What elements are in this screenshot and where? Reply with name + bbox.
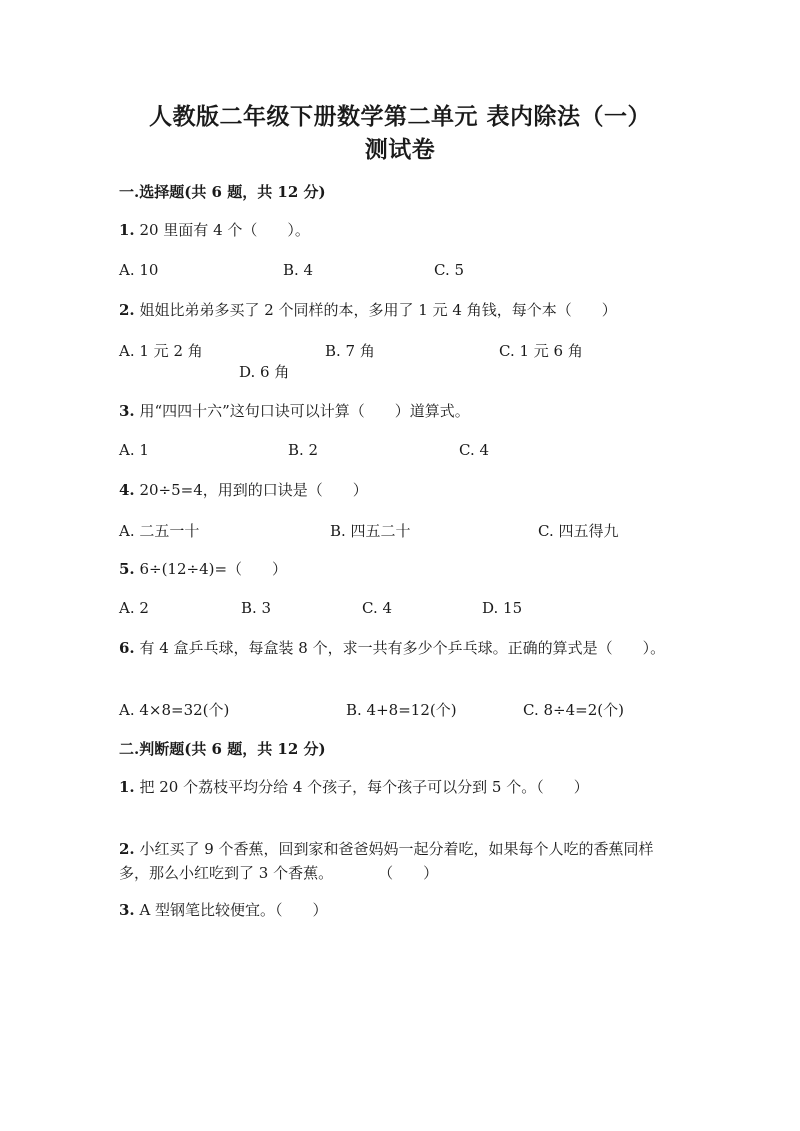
- question-text: A 型钢笔比较便宜。（ ）: [139, 901, 328, 919]
- question-number: 2.: [119, 840, 135, 858]
- option-c[interactable]: C. 4: [459, 441, 490, 459]
- question-number: 3.: [119, 901, 135, 919]
- option-b[interactable]: B. 4+8=12(个): [346, 701, 457, 719]
- option-a[interactable]: A. 二五一十: [119, 522, 200, 540]
- question-number: 5.: [119, 560, 135, 578]
- judgment-question-1: [119, 775, 679, 799]
- option-a[interactable]: A. 1 元 2 角: [119, 342, 203, 360]
- question-number: 6.: [119, 639, 135, 657]
- question-text: 6÷(12÷4)=（ ）: [139, 560, 288, 578]
- question-5: [119, 557, 679, 581]
- question-text: 20÷5=4，用到的口诀是（ ）: [139, 481, 368, 499]
- question-6: [119, 636, 679, 660]
- question-text: 把 20 个荔枝平均分给 4 个孩子，每个孩子可以分到 5 个。（ ）: [139, 778, 589, 796]
- question-number: 1.: [119, 221, 135, 239]
- option-b[interactable]: B. 四五二十: [330, 522, 411, 540]
- page-subtitle: 测试卷: [364, 136, 436, 163]
- option-d[interactable]: D. 15: [482, 599, 523, 617]
- question-number: 3.: [119, 402, 135, 420]
- option-c[interactable]: C. 8÷4=2(个): [523, 701, 624, 719]
- option-c[interactable]: C. 5: [434, 261, 465, 279]
- judgment-question-3: [119, 898, 679, 922]
- page-title: 人教版二年级下册数学第二单元 表内除法（一）: [148, 103, 651, 130]
- option-c[interactable]: C. 1 元 6 角: [499, 342, 583, 360]
- judgment-question-2: [119, 837, 679, 885]
- option-b[interactable]: B. 3: [241, 599, 272, 617]
- option-c[interactable]: C. 四五得九: [538, 522, 619, 540]
- option-a[interactable]: A. 2: [119, 599, 149, 617]
- question-2: [119, 298, 679, 322]
- section-heading-judgment: 二.判断题(共 6 题，共 12 分): [119, 740, 326, 758]
- question-text: 姐姐比弟弟多买了 2 个同样的本，多用了 1 元 4 角钱，每个本（ ）: [139, 301, 617, 319]
- option-c[interactable]: C. 4: [362, 599, 393, 617]
- question-4: [119, 478, 679, 502]
- section-heading-choice: 一.选择题(共 6 题，共 12 分): [119, 183, 326, 201]
- question-text: 有 4 盒乒乓球，每盒装 8 个，求一共有多少个乒乓球。正确的算式是（ ）。: [139, 639, 666, 657]
- option-b[interactable]: B. 7 角: [325, 342, 375, 360]
- question-text: 20 里面有 4 个（ ）。: [139, 221, 310, 239]
- option-b[interactable]: B. 4: [283, 261, 314, 279]
- question-3: [119, 399, 679, 423]
- question-number: 2.: [119, 301, 135, 319]
- question-number: 1.: [119, 778, 135, 796]
- option-a[interactable]: A. 10: [119, 261, 159, 279]
- option-a[interactable]: A. 1: [119, 441, 149, 459]
- question-text: 小红买了 9 个香蕉，回到家和爸爸妈妈一起分着吃，如果每个人吃的香蕉同样多，那么小红吃到了 3 个香蕉。 （ ）: [119, 840, 654, 882]
- option-b[interactable]: B. 2: [288, 441, 319, 459]
- question-text: 用“四四十六”这句口诀可以计算（ ）道算式。: [139, 402, 470, 420]
- question-number: 4.: [119, 481, 135, 499]
- option-a[interactable]: A. 4×8=32(个): [119, 701, 230, 719]
- question-1: [119, 218, 679, 242]
- option-d[interactable]: D. 6 角: [239, 363, 290, 381]
